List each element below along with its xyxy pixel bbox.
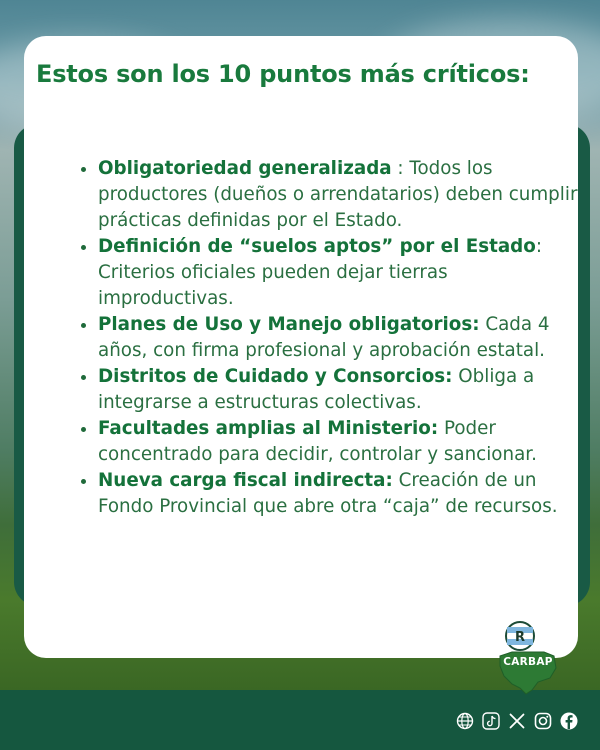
point-heading: Planes de Uso y Manejo obligatorios: xyxy=(98,314,480,335)
globe-icon[interactable] xyxy=(456,712,474,730)
facebook-icon[interactable] xyxy=(560,712,578,730)
list-item xyxy=(98,156,588,234)
page-title: Estos son los 10 puntos más críticos: xyxy=(36,60,530,88)
x-icon[interactable] xyxy=(508,712,526,730)
list-item xyxy=(98,364,588,416)
list-item xyxy=(98,468,588,520)
instagram-icon[interactable] xyxy=(534,712,552,730)
critical-points-list xyxy=(76,156,588,520)
point-text: : Criterios oficiales pueden dejar tierras improductivas. xyxy=(98,236,542,309)
logo-name: CARBAP xyxy=(503,656,553,668)
point-heading: Facultades amplias al Ministerio: xyxy=(98,418,439,439)
point-text: Obliga a integrarse a estructuras colectivas. xyxy=(98,366,535,413)
logo-mark: R xyxy=(514,630,526,645)
point-text: Poder concentrado para decidir, controlar y sancionar. xyxy=(98,418,537,465)
point-heading: Distritos de Cuidado y Consorcios: xyxy=(98,366,453,387)
point-text: Cada 4 años, con firma profesional y aprobación estatal. xyxy=(98,314,550,361)
tiktok-icon[interactable] xyxy=(482,712,500,730)
social-icons xyxy=(456,712,578,730)
list-item xyxy=(98,416,588,468)
list-item xyxy=(98,234,588,312)
point-heading: Definición de “suelos aptos” por el Estado xyxy=(98,236,536,257)
point-text: Creación de un Fondo Provincial que abre otra “caja” de recursos. xyxy=(98,470,558,517)
list-item xyxy=(98,312,588,364)
point-text: : Todos los productores (dueños o arrendatarios) deben cumplir prácticas definidas por el Estado. xyxy=(98,158,578,231)
point-heading: Nueva carga fiscal indirecta: xyxy=(98,470,393,491)
point-heading: Obligatoriedad generalizada xyxy=(98,158,392,179)
